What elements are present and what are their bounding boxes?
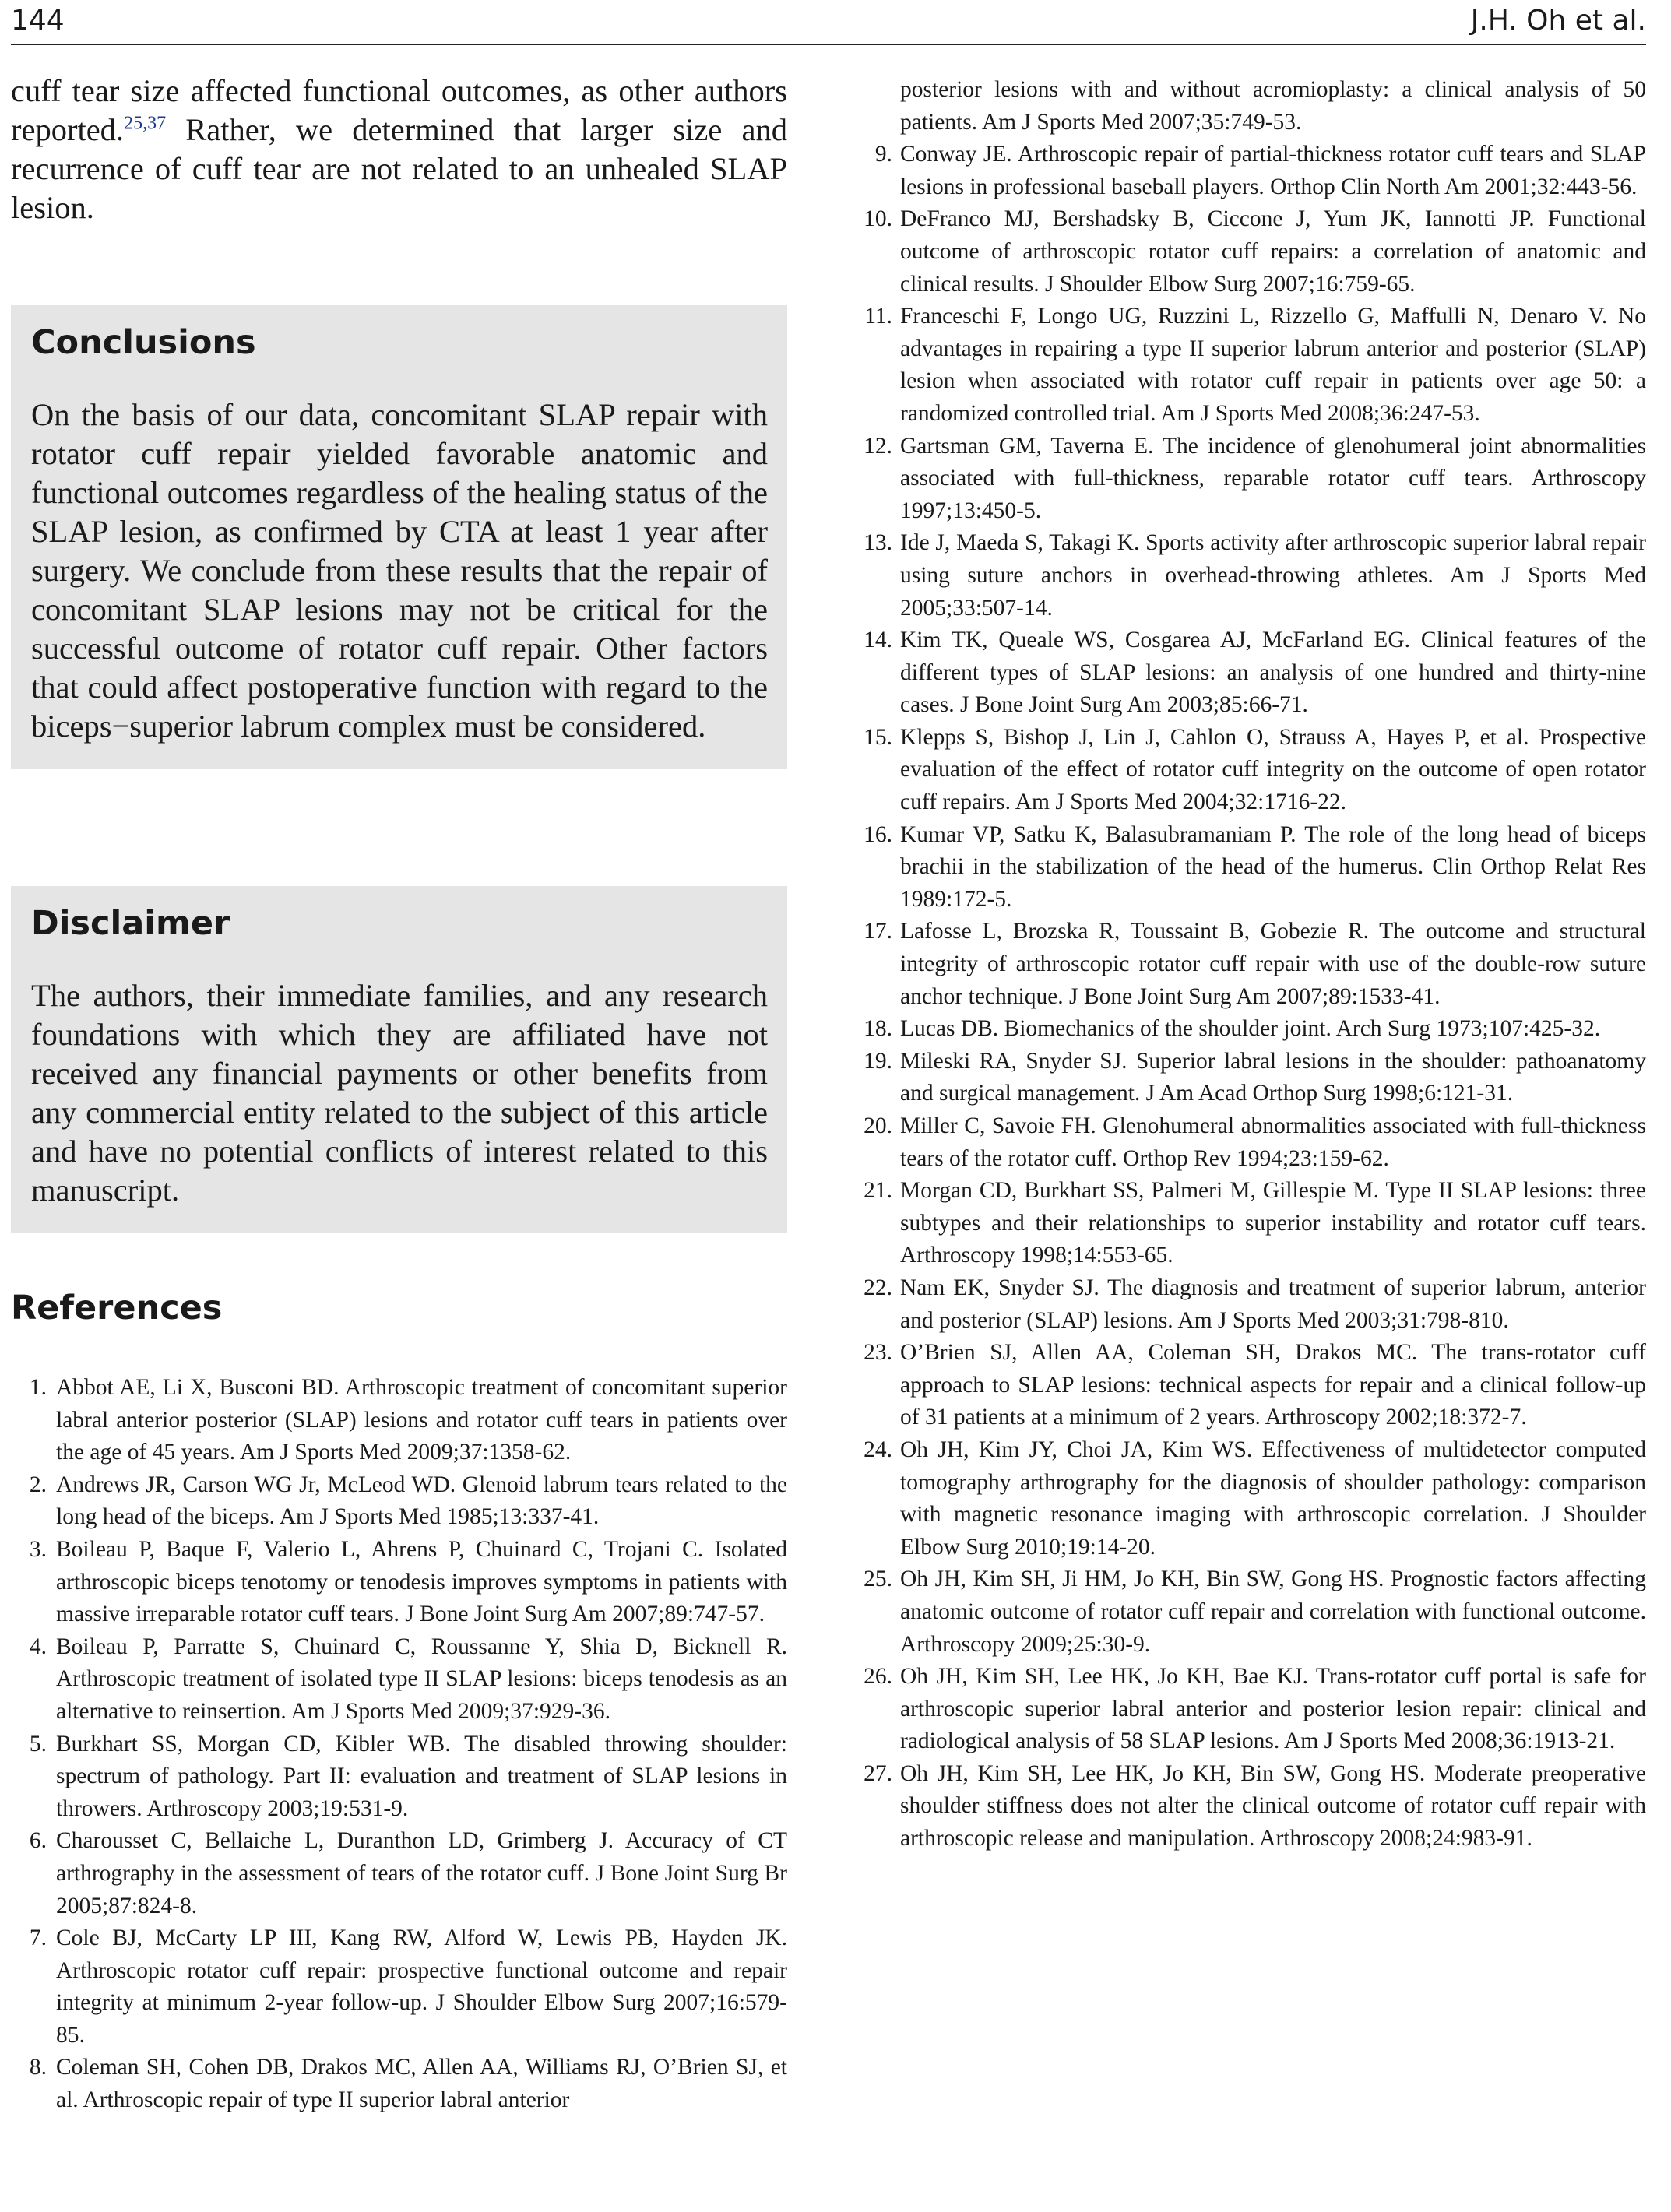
reference-item: [11, 1922, 787, 2052]
reference-text: Morgan CD, Burkhart SS, Palmeri M, Gillespie M. Type II SLAP lesions: three subtypes and their relationships to superior instability and rotator cuff tears. Arthroscopy 1998;14:553-65.: [900, 1178, 1646, 1268]
reference-text: Nam EK, Snyder SJ. The diagnosis and treatment of superior labrum, anterior and posterior (SLAP) lesions. Am J Sports Med 2003;31:798-810.: [900, 1275, 1646, 1333]
reference-number: 2.: [29, 1472, 47, 1497]
reference-item: [11, 1469, 787, 1534]
reference-item: [857, 527, 1646, 624]
reference-item: [857, 1337, 1646, 1434]
conclusions-heading: Conclusions: [31, 323, 256, 362]
reference-number: 8.: [29, 2055, 47, 2080]
reference-item: [11, 1631, 787, 1728]
reference-text: Mileski RA, Snyder SJ. Superior labral lesions in the shoulder: pathoanatomy and surgical management. J Am Acad Orthop Surg 1998;6:121-31.: [900, 1048, 1646, 1106]
reference-number: 1.: [29, 1375, 47, 1400]
reference-text: Gartsman GM, Taverna E. The incidence of glenohumeral joint abnormalities associated with full-thickness, reparable rotator cuff tears. Arthroscopy 1997;13:450-5.: [900, 433, 1646, 523]
reference-text: Lucas DB. Biomechanics of the shoulder joint. Arch Surg 1973;107:425-32.: [900, 1016, 1601, 1042]
references-list-right: [857, 74, 1646, 1855]
reference-item: [857, 1563, 1646, 1661]
reference-number: 25.: [864, 1567, 892, 1592]
reference-text: Oh JH, Kim SH, Ji HM, Jo KH, Bin SW, Gong HS. Prognostic factors affecting anatomic outcome of rotator cuff repair and correlation with functional outcome. Arthroscopy 2009;25:30-9.: [900, 1567, 1646, 1657]
reference-text: posterior lesions with and without acromioplasty: a clinical analysis of 50 patients. Am J Sports Med 2007;35:749-53.: [900, 77, 1646, 135]
reference-text: Kumar VP, Satku K, Balasubramaniam P. The role of the long head of biceps brachii in the stabilization of the head of the humerus. Clin Orthop Relat Res 1989:172-5.: [900, 821, 1646, 912]
reference-number: 6.: [29, 1828, 47, 1854]
reference-item: [857, 1046, 1646, 1110]
disclaimer-text: The authors, their immediate families, and any research foundations with which they are affiliated have not received any financial payments or other benefits from any commercial entity related to the subject of this article and have no potential conflicts of interest related to this manuscript.: [31, 978, 768, 1208]
reference-text: Cole BJ, McCarty LP III, Kang RW, Alford W, Lewis PB, Hayden JK. Arthroscopic rotator cuff repair: prospective functional outcome and repair integrity at minimum 2-year follow-up. J Shoulder Elbow Surg 2007;16:579-85.: [56, 1925, 787, 2048]
disclaimer-heading: Disclaimer: [31, 904, 230, 943]
reference-number: 21.: [864, 1178, 892, 1204]
citation-link[interactable]: 25,37: [124, 113, 167, 134]
reference-text: Lafosse L, Brozska R, Toussaint B, Gobezie R. The outcome and structural integrity of arthroscopic rotator cuff repair with use of the double-row suture anchor technique. J Bone Joint Surg Am 2007;89:1533-41.: [900, 919, 1646, 1009]
reference-item: [857, 1110, 1646, 1175]
reference-text: Boileau P, Baque F, Valerio L, Ahrens P, Chuinard C, Trojani C. Isolated arthroscopic biceps tenotomy or tenodesis improves symptoms in patients with massive irreparable rotator cuff tears. J Bone Joint Surg Am 2007;89:747-57.: [56, 1536, 787, 1627]
reference-item: [857, 1434, 1646, 1563]
reference-number: 14.: [864, 628, 892, 653]
reference-item: [857, 1013, 1646, 1046]
reference-text: Oh JH, Kim JY, Choi JA, Kim WS. Effectiveness of multidetector computed tomography arthrography for the diagnosis of shoulder pathology: comparison with magnetic resonance imaging with arthroscopic correlation. J Shoulder Elbow Surg 2010;19:14-20.: [900, 1437, 1646, 1560]
reference-number: 18.: [864, 1016, 892, 1042]
reference-number: 3.: [29, 1536, 47, 1562]
reference-text: Coleman SH, Cohen DB, Drakos MC, Allen AA, Williams RJ, O’Brien SJ, et al. Arthroscopic repair of type II superior labral anterior: [56, 2055, 787, 2113]
reference-item: [857, 74, 1646, 139]
left-column: [11, 72, 787, 2117]
reference-item: [857, 1272, 1646, 1337]
reference-number: 23.: [864, 1340, 892, 1366]
reference-text: O’Brien SJ, Allen AA, Coleman SH, Drakos MC. The trans-rotator cuff approach to SLAP lesions: technical aspects for repair and a clinical follow-up of 31 patients at a minimum of 2 years. Arthroscopy 2002;18:372-7.: [900, 1340, 1646, 1430]
reference-number: 7.: [29, 1925, 47, 1951]
reference-text: Franceschi F, Longo UG, Ruzzini L, Rizzello G, Maffulli N, Denaro V. No advantages in repairing a type II superior labrum anterior and posterior (SLAP) lesion when associated with rotator cuff repair in patients over age 50: a randomized controlled trial. Am J Sports Med 2008;36:247-53.: [900, 304, 1646, 426]
reference-text: Andrews JR, Carson WG Jr, McLeod WD. Glenoid labrum tears related to the long head of the biceps. Am J Sports Med 1985;13:337-41.: [56, 1472, 787, 1530]
reference-number: 5.: [29, 1731, 47, 1757]
reference-item: [857, 139, 1646, 203]
reference-number: 15.: [864, 724, 892, 750]
reference-text: Miller C, Savoie FH. Glenohumeral abnormalities associated with full-thickness tears of the rotator cuff. Orthop Rev 1994;23:159-62.: [900, 1113, 1646, 1171]
reference-item: [857, 431, 1646, 528]
intro-text-continued: Rather, we determined that larger size and recurrence of cuff tear are not related to an unhealed SLAP lesion.: [11, 112, 787, 225]
reference-number: 19.: [864, 1048, 892, 1074]
reference-number: 24.: [864, 1437, 892, 1462]
reference-item: [857, 624, 1646, 722]
reference-text: Oh JH, Kim SH, Lee HK, Jo KH, Bae KJ. Trans-rotator cuff portal is safe for arthroscopic superior labral anterior and posterior lesion repair: clinical and radiological analysis of 58 SLAP lesions. Am J Sports Med 2008;36:1913-21.: [900, 1664, 1646, 1754]
conclusions-text: On the basis of our data, concomitant SLAP repair with rotator cuff repair yielded favorable anatomic and functional outcomes regardless of the healing status of the SLAP lesion, as confirmed by CTA at least 1 year after surgery. We conclude from these results that the repair of concomitant SLAP lesions may not be critical for the successful outcome of rotator cuff repair. Other factors that could affect postoperative function with regard to the biceps−superior labrum complex must be considered.: [31, 397, 768, 744]
reference-text: Burkhart SS, Morgan CD, Kibler WB. The disabled throwing shoulder: spectrum of pathology. Part II: evaluation and treatment of SLAP lesions in throwers. Arthroscopy 2003;19:531-9.: [56, 1731, 787, 1821]
reference-number: 9.: [874, 142, 892, 167]
reference-number: 22.: [864, 1275, 892, 1300]
reference-text: Abbot AE, Li X, Busconi BD. Arthroscopic treatment of concomitant superior labral anterior posterior (SLAP) lesions and rotator cuff tears in patients over the age of 45 years. Am J Sports Med 2009;37:1358-62.: [56, 1375, 787, 1465]
reference-item: [857, 722, 1646, 819]
reference-item: [857, 1175, 1646, 1272]
intro-text: cuff tear size affected functional outcomes, as other authors reported.: [11, 73, 787, 147]
references-heading: References: [11, 1289, 223, 1328]
reference-item: [11, 1372, 787, 1469]
reference-text: DeFranco MJ, Bershadsky B, Ciccone J, Yum JK, Iannotti JP. Functional outcome of arthroscopic rotator cuff repairs: a correlation of anatomic and clinical results. J Shoulder Elbow Surg 2007;16:759-65.: [900, 206, 1646, 297]
reference-item: [857, 819, 1646, 916]
reference-number: 12.: [864, 433, 892, 459]
reference-item: [11, 1728, 787, 1826]
reference-item: [11, 1825, 787, 1922]
reference-text: Ide J, Maeda S, Takagi K. Sports activity after arthroscopic superior labral repair using suture anchors in overhead-throwing athletes. Am J Sports Med 2005;33:507-14.: [900, 530, 1646, 621]
reference-text: Oh JH, Kim SH, Lee HK, Jo KH, Bin SW, Gong HS. Moderate preoperative shoulder stiffness does not alter the clinical outcome of rotator cuff repair with arthroscopic release and manipulation. Arthroscopy 2008;24:983-91.: [900, 1760, 1646, 1852]
reference-text: Klepps S, Bishop J, Lin J, Cahlon O, Strauss A, Hayes P, et al. Prospective evaluation of the effect of rotator cuff integrity on the outcome of open rotator cuff repairs. Am J Sports Med 2004;32:1716-22.: [900, 724, 1646, 815]
reference-text: Kim TK, Queale WS, Cosgarea AJ, McFarland EG. Clinical features of the different types of SLAP lesions: an analysis of one hundred and thirty-nine cases. J Bone Joint Surg Am 2003;85:66-71.: [900, 628, 1646, 718]
reference-number: 11.: [864, 304, 892, 329]
conclusions-box: [11, 305, 787, 769]
reference-text: Boileau P, Parratte S, Chuinard C, Roussanne Y, Shia D, Bicknell R. Arthroscopic treatment of isolated type II SLAP lesions: biceps tenodesis as an alternative to reinsertion. Am J Sports Med 2009;37:929-36.: [56, 1634, 787, 1724]
reference-text: Charousset C, Bellaiche L, Duranthon LD, Grimberg J. Accuracy of CT arthrography in the assessment of tears of the rotator cuff. J Bone Joint Surg Br 2005;87:824-8.: [56, 1828, 787, 1918]
reference-item: [857, 301, 1646, 430]
reference-number: 20.: [864, 1113, 892, 1138]
reference-number: 13.: [864, 530, 892, 556]
reference-item: [857, 203, 1646, 301]
reference-number: 27.: [864, 1760, 892, 1786]
intro-paragraph: [11, 72, 787, 227]
reference-number: 4.: [29, 1634, 47, 1659]
reference-number: 10.: [864, 206, 892, 232]
reference-item: [857, 1758, 1646, 1855]
disclaimer-box: [11, 886, 787, 1233]
reference-number: 16.: [864, 821, 892, 847]
running-head: J.H. Oh et al.: [1470, 5, 1646, 37]
reference-item: [857, 916, 1646, 1013]
right-column: [857, 74, 1646, 1855]
reference-item: [857, 1661, 1646, 1758]
page-header: [11, 0, 1646, 45]
reference-text: Conway JE. Arthroscopic repair of partial-thickness rotator cuff tears and SLAP lesions in professional baseball players. Orthop Clin North Am 2001;32:443-56.: [900, 142, 1646, 199]
references-list-left: [11, 1372, 787, 2117]
reference-item: [11, 1534, 787, 1631]
reference-number: 17.: [864, 919, 892, 944]
reference-item: [11, 2052, 787, 2116]
page-number: 144: [11, 5, 65, 37]
reference-number: 26.: [864, 1664, 892, 1690]
